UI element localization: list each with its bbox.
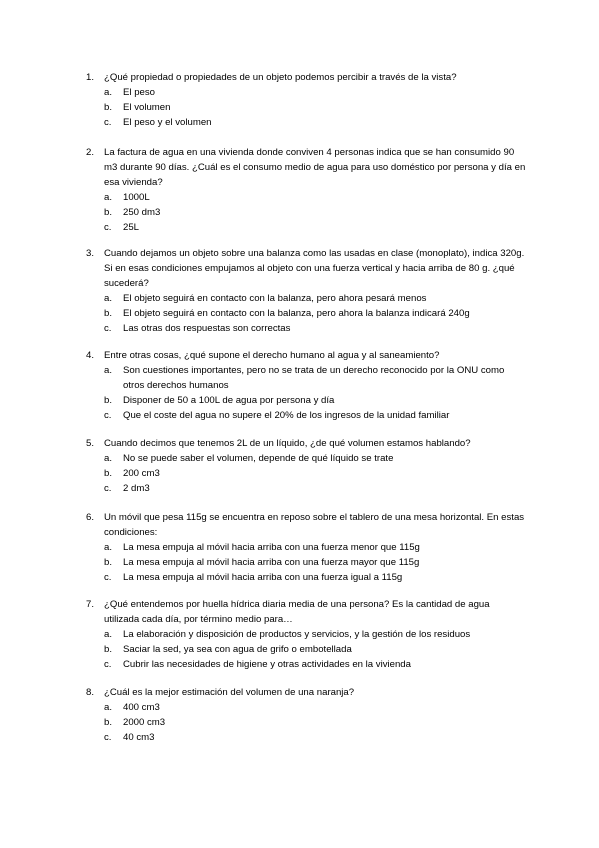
question-6	[86, 510, 526, 585]
option-a	[104, 451, 526, 466]
option-text: El peso y el volumen	[123, 117, 212, 128]
option-a	[104, 700, 526, 715]
option-list	[104, 85, 526, 130]
option-letter: c.	[104, 572, 112, 583]
option-b	[104, 306, 526, 321]
option-a	[104, 291, 526, 306]
option-text: El objeto seguirá en contacto con la balanza, pero ahora la balanza indicará 240g	[123, 308, 470, 319]
option-c	[104, 730, 526, 745]
option-b	[104, 100, 526, 115]
option-letter: c.	[104, 659, 112, 670]
option-list	[104, 451, 526, 496]
option-c	[104, 570, 526, 585]
option-letter: a.	[104, 87, 113, 98]
question-4	[86, 348, 526, 423]
option-text: El objeto seguirá en contacto con la balanza, pero ahora pesará menos	[123, 293, 427, 304]
option-c	[104, 115, 526, 130]
option-text: 200 cm3	[123, 468, 160, 479]
option-list	[104, 363, 526, 423]
option-text: 2 dm3	[123, 483, 150, 494]
option-letter: c.	[104, 222, 112, 233]
question-number: 2.	[86, 147, 95, 158]
option-c	[104, 408, 526, 423]
option-a	[104, 540, 526, 555]
question-number: 6.	[86, 512, 95, 523]
option-letter: b.	[104, 717, 113, 728]
question-2	[86, 145, 526, 235]
question-number: 8.	[86, 687, 95, 698]
option-text: Cubrir las necesidades de higiene y otras actividades en la vivienda	[123, 659, 411, 670]
option-b	[104, 393, 526, 408]
option-a	[104, 85, 526, 100]
question-1	[86, 70, 526, 130]
question-3	[86, 246, 526, 336]
question-text: ¿Cuál es la mejor estimación del volumen de una naranja?	[104, 687, 355, 698]
option-letter: a.	[104, 629, 113, 640]
option-text: 25L	[123, 222, 140, 233]
option-c	[104, 657, 526, 672]
option-letter: a.	[104, 453, 113, 464]
option-letter: b.	[104, 557, 113, 568]
option-text: El peso	[123, 87, 155, 98]
option-b	[104, 642, 526, 657]
option-text: Son cuestiones importantes, pero no se trata de un derecho reconocido por la ONU como otros derechos humanos	[123, 365, 505, 391]
option-text: 2000 cm3	[123, 717, 166, 728]
option-b	[104, 205, 526, 220]
option-list	[104, 627, 526, 672]
option-list	[104, 291, 526, 336]
option-text: La mesa empuja al móvil hacia arriba con una fuerza mayor que 115g	[123, 557, 420, 568]
question-text: ¿Qué propiedad o propiedades de un objeto podemos percibir a través de la vista?	[104, 72, 457, 83]
question-text: Un móvil que pesa 115g se encuentra en reposo sobre el tablero de una mesa horizontal. En estas condiciones:	[104, 512, 525, 538]
question-number: 5.	[86, 438, 95, 449]
option-list	[104, 540, 526, 585]
question-text: Entre otras cosas, ¿qué supone el derecho humano al agua y al saneamiento?	[104, 350, 440, 361]
option-letter: b.	[104, 468, 113, 479]
option-a	[104, 627, 526, 642]
option-text: El volumen	[123, 102, 171, 113]
option-text: Que el coste del agua no supere el 20% de los ingresos de la unidad familiar	[123, 410, 450, 421]
question-number: 7.	[86, 599, 95, 610]
option-text: 250 dm3	[123, 207, 161, 218]
option-text: 400 cm3	[123, 702, 160, 713]
option-letter: b.	[104, 395, 113, 406]
question-number: 1.	[86, 72, 95, 83]
option-b	[104, 555, 526, 570]
option-text: La mesa empuja al móvil hacia arriba con una fuerza igual a 115g	[123, 572, 403, 583]
option-letter: a.	[104, 702, 113, 713]
option-letter: b.	[104, 207, 113, 218]
option-letter: c.	[104, 410, 112, 421]
option-letter: b.	[104, 102, 113, 113]
option-a	[104, 190, 526, 205]
option-list	[104, 700, 526, 745]
option-text: 40 cm3	[123, 732, 155, 743]
option-text: No se puede saber el volumen, depende de qué líquido se trate	[123, 453, 394, 464]
option-letter: a.	[104, 365, 113, 376]
option-text: La mesa empuja al móvil hacia arriba con una fuerza menor que 115g	[123, 542, 420, 553]
option-letter: c.	[104, 323, 112, 334]
question-number: 3.	[86, 248, 95, 259]
question-5	[86, 436, 526, 496]
question-8	[86, 685, 526, 745]
option-text: Disponer de 50 a 100L de agua por persona y día	[123, 395, 335, 406]
option-a	[104, 363, 526, 393]
question-text: La factura de agua en una vivienda donde conviven 4 personas indica que se han consumido 90 m3 durante 90 días. ¿Cuál es el consumo medio de agua para uso doméstico por persona y día en esa vivienda?	[104, 147, 526, 188]
option-c	[104, 220, 526, 235]
question-text: ¿Qué entendemos por huella hídrica diaria media de una persona? Es la cantidad de agua utilizada cada día, por término medio para…	[104, 599, 490, 625]
option-c	[104, 481, 526, 496]
option-letter: a.	[104, 293, 113, 304]
option-letter: b.	[104, 644, 113, 655]
option-letter: b.	[104, 308, 113, 319]
option-text: La elaboración y disposición de productos y servicios, y la gestión de los residuos	[123, 629, 471, 640]
option-text: Saciar la sed, ya sea con agua de grifo o embotellada	[123, 644, 352, 655]
option-c	[104, 321, 526, 336]
option-letter: c.	[104, 117, 112, 128]
option-list	[104, 190, 526, 235]
question-number: 4.	[86, 350, 95, 361]
option-letter: a.	[104, 542, 113, 553]
question-text: Cuando dejamos un objeto sobre una balanza como las usadas en clase (monoplato), indica 320g. Si en esas condiciones empujamos al objeto con una fuerza vertical y hacia arriba de 80 g. ¿qué sucederá?	[104, 248, 525, 289]
option-letter: a.	[104, 192, 113, 203]
question-7	[86, 597, 526, 672]
option-letter: c.	[104, 732, 112, 743]
option-b	[104, 715, 526, 730]
question-text: Cuando decimos que tenemos 2L de un líquido, ¿de qué volumen estamos hablando?	[104, 438, 471, 449]
option-letter: c.	[104, 483, 112, 494]
option-b	[104, 466, 526, 481]
option-text: 1000L	[123, 192, 150, 203]
option-text: Las otras dos respuestas son correctas	[123, 323, 291, 334]
